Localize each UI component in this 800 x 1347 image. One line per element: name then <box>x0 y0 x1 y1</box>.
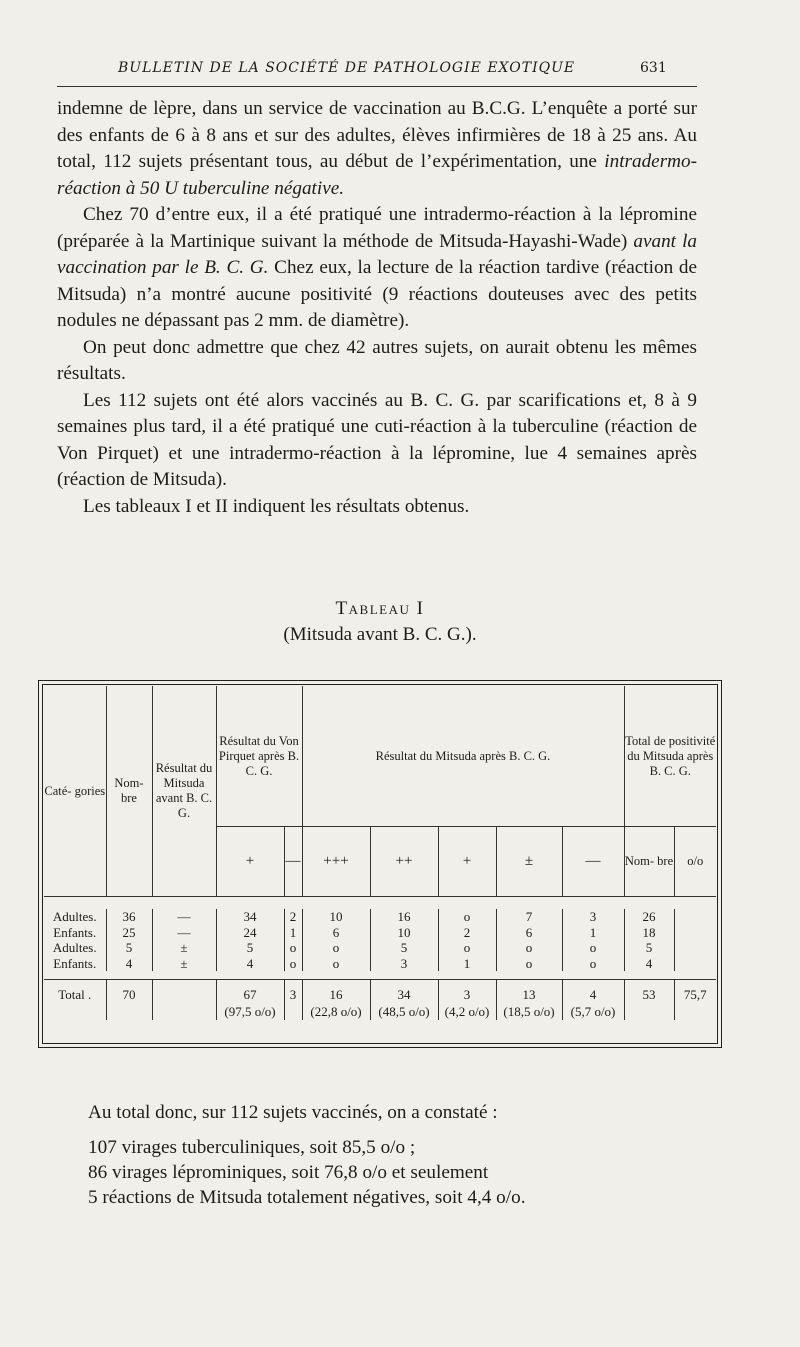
header-m-p: + <box>438 827 496 897</box>
total-vp-plus-pct: (97,5 o/o) <box>224 1004 276 1019</box>
cell-minus: o <box>562 956 624 972</box>
paragraph-2-text-a: Chez 70 d’entre eux, il a été pratiqué une intradermo-réaction à la lépromine (préparée à la Martinique suivant la méthode de Mitsuda-Hayashi-Wade) <box>57 204 697 252</box>
paragraph-2 <box>57 202 697 335</box>
cell-vp-minus: 1 <box>284 925 302 941</box>
header-nombre: Nom- bre <box>106 686 152 897</box>
paragraph-1-emphasis: intradermo-réaction à 50 U tuberculine négative. <box>57 151 697 199</box>
table-subtitle: (Mitsuda avant B. C. G.). <box>283 624 477 645</box>
cell-ppp: 10 <box>302 909 370 925</box>
header-m-minus: — <box>562 827 624 897</box>
header-vp-minus: — <box>284 827 302 897</box>
summary-line-3: 5 réactions de Mitsuda totalement négatives, soit 4,4 o/o. <box>88 1187 526 1208</box>
cell-vp-minus: 2 <box>284 909 302 925</box>
header-m-pp: ++ <box>370 827 438 897</box>
cell-minus: 1 <box>562 925 624 941</box>
cell-ppp: o <box>302 956 370 972</box>
table-row <box>44 925 716 941</box>
cell-pp: 5 <box>370 940 438 956</box>
total-minus: 4 <box>589 987 597 1002</box>
total-row <box>44 980 716 1021</box>
cell-avant: — <box>152 925 216 941</box>
table-title: Tableau I <box>335 598 425 619</box>
cell-p: o <box>438 940 496 956</box>
total-minus-pct: (5,7 o/o) <box>570 1004 616 1019</box>
header-categories: Caté- gories <box>44 783 106 798</box>
header-m-pm: ± <box>496 827 562 897</box>
cell-vp-minus: o <box>284 940 302 956</box>
cell-cat: Adultes. <box>52 940 97 955</box>
total-tp-pct: 75,7 <box>674 980 716 1021</box>
cell-tp-pct <box>674 909 716 925</box>
results-table <box>44 686 716 1034</box>
cell-ppp: 6 <box>302 925 370 941</box>
cell-vp-plus: 5 <box>216 940 284 956</box>
paragraph-4: Les 112 sujets ont été alors vaccinés au B. C. G. par scarifications et, 8 à 9 semaines plus tard, il a été pratiqué une cuti-réaction à la tuberculine (réaction de Von Pirquet) et une intradermo-réaction à la lépromine, lue 4 semaines après (réaction de Mitsuda). <box>57 389 697 490</box>
cell-vp-plus: 34 <box>216 909 284 925</box>
table-row <box>44 909 716 925</box>
total-pp: 34 <box>397 987 411 1002</box>
cell-cat: Enfants. <box>53 955 97 971</box>
paragraph-3: On peut donc admettre que chez 42 autres sujets, on aurait obtenu les mêmes résultats. <box>57 336 697 384</box>
running-head: BULLETIN DE LA SOCIÉTÉ DE PATHOLOGIE EXOTIQUE <box>118 60 576 76</box>
summary-line-2: 86 virages léprominiques, soit 76,8 o/o et seulement <box>88 1162 489 1183</box>
header-tp-pct: o/o <box>674 827 716 897</box>
cell-n: 4 <box>106 956 152 972</box>
header-mitsuda-avant: Résultat du Mitsuda avant B. C. G. <box>152 686 216 897</box>
total-p-pct: (4,2 o/o) <box>444 1004 490 1019</box>
cell-tp-pct <box>674 940 716 956</box>
cell-ppp: o <box>302 940 370 956</box>
header-rule <box>57 86 697 87</box>
total-vp-minus: 3 <box>284 980 302 1021</box>
cell-p: 1 <box>438 956 496 972</box>
cell-minus: 3 <box>562 909 624 925</box>
cell-tp-pct <box>674 956 716 972</box>
paragraph-1 <box>57 96 697 202</box>
cell-pm: 6 <box>496 925 562 941</box>
header-total-positivite: Total de positivité du Mitsuda après B. C. G. <box>624 686 716 827</box>
cell-pp: 3 <box>370 956 438 972</box>
total-p: 3 <box>463 987 471 1002</box>
cell-cat: Enfants. <box>53 924 97 940</box>
header-m-ppp: +++ <box>302 827 370 897</box>
header-mitsuda-apres: Résultat du Mitsuda après B. C. G. <box>302 686 624 827</box>
cell-tp-n: 4 <box>624 956 674 972</box>
cell-n: 25 <box>106 925 152 941</box>
cell-p: 2 <box>438 925 496 941</box>
summary-line-1: 107 virages tuberculiniques, soit 85,5 o/o ; <box>88 1137 416 1158</box>
cell-tp-pct <box>674 925 716 941</box>
cell-tp-n: 5 <box>624 940 674 956</box>
cell-vp-minus: o <box>284 956 302 972</box>
body-text <box>57 96 697 520</box>
total-pm: 13 <box>522 987 536 1002</box>
total-pm-pct: (18,5 o/o) <box>503 1004 555 1019</box>
cell-avant: — <box>152 909 216 925</box>
table-row <box>44 956 716 972</box>
total-cat: Total . <box>58 987 92 1002</box>
table-row <box>44 940 716 956</box>
total-pp-pct: (48,5 o/o) <box>378 1004 430 1019</box>
summary-intro: Au total donc, sur 112 sujets vaccinés, on a constaté : <box>88 1102 498 1123</box>
cell-pp: 16 <box>370 909 438 925</box>
cell-avant: ± <box>152 956 216 972</box>
total-avant <box>152 980 216 1021</box>
cell-pm: o <box>496 956 562 972</box>
header-tp-nombre: Nom- bre <box>624 827 674 897</box>
paragraph-5: Les tableaux I et II indiquent les résultats obtenus. <box>83 495 470 517</box>
cell-vp-plus: 24 <box>216 925 284 941</box>
total-ppp: 16 <box>329 987 343 1002</box>
total-n: 70 <box>106 980 152 1021</box>
summary <box>88 1100 708 1210</box>
cell-tp-n: 26 <box>624 909 674 925</box>
cell-pm: o <box>496 940 562 956</box>
cell-minus: o <box>562 940 624 956</box>
cell-avant: ± <box>152 940 216 956</box>
cell-vp-plus: 4 <box>216 956 284 972</box>
paragraph-2-text-b: Chez eux, la lecture de la réaction tardive (réaction de Mitsuda) n’a montré aucune positivité (9 réactions douteuses avec des petits nodules ne dépassant pas 2 mm. de diamètre). <box>57 257 697 331</box>
paragraph-1-text: indemne de lèpre, dans un service de vaccination au B.C.G. L’enquête a porté sur des enfants de 6 à 8 ans et sur des adultes, élèves infirmières de 18 à 25 ans. Au total, 112 sujets présentant tous, au début de l’expérimentation, une <box>57 98 697 172</box>
cell-tp-n: 18 <box>624 925 674 941</box>
paragraph-2-emphasis: avant la vaccination par le B. C. G. <box>57 230 697 278</box>
header-vp-plus: + <box>216 827 284 897</box>
cell-pp: 10 <box>370 925 438 941</box>
total-ppp-pct: (22,8 o/o) <box>310 1004 362 1019</box>
total-vp-plus: 67 <box>243 987 257 1002</box>
cell-n: 36 <box>106 909 152 925</box>
header-von-pirquet: Résultat du Von Pirquet après B. C. G. <box>216 686 302 827</box>
cell-cat: Adultes. <box>52 909 97 924</box>
cell-n: 5 <box>106 940 152 956</box>
total-tp-n: 53 <box>624 980 674 1021</box>
page-number: 631 <box>640 60 667 76</box>
cell-p: o <box>438 909 496 925</box>
cell-pm: 7 <box>496 909 562 925</box>
